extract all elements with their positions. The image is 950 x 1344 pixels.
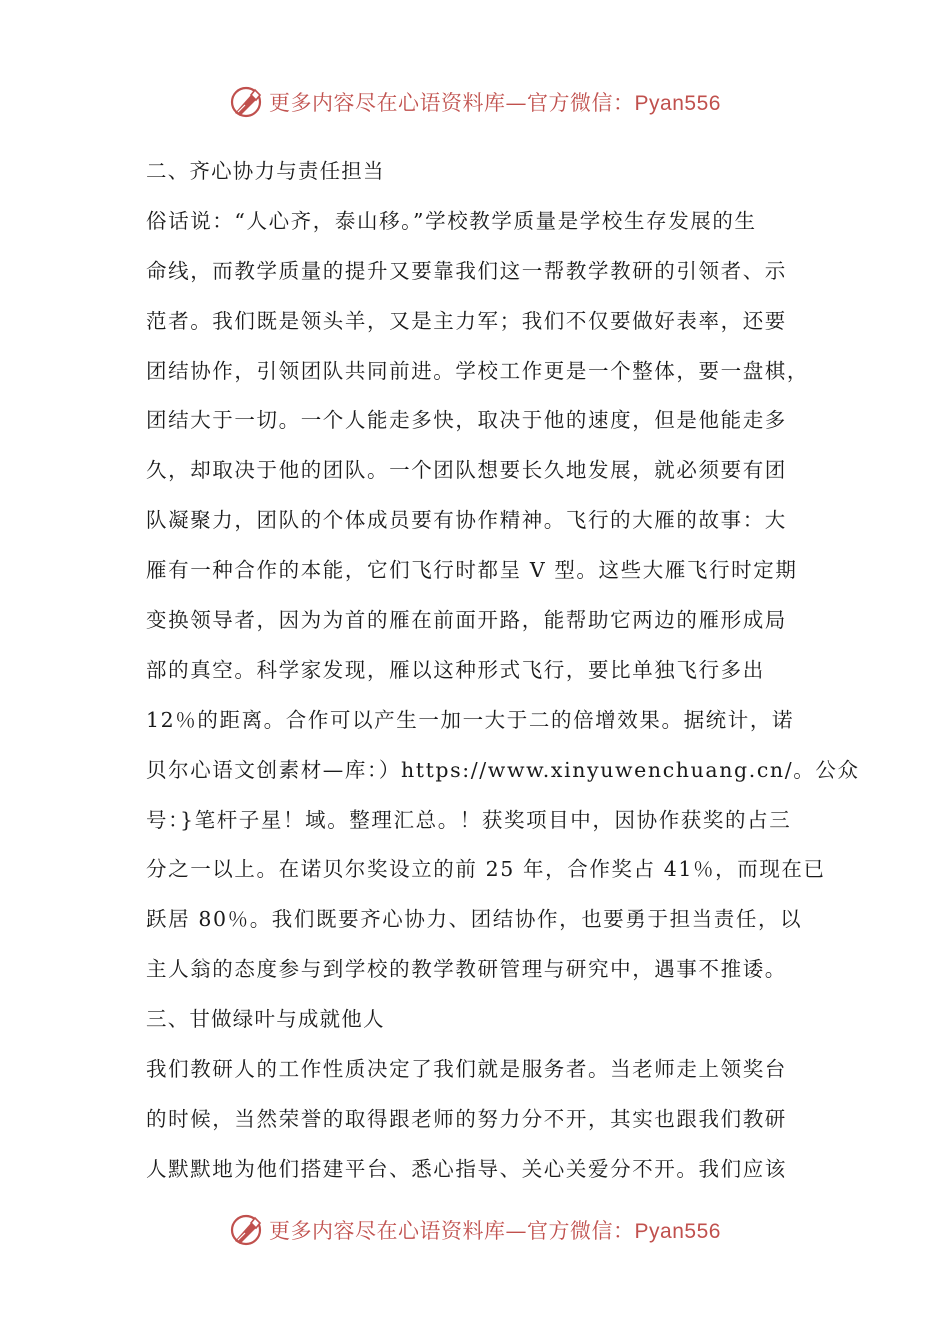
paragraph-line: 分之一以上。在诺贝尔奖设立的前 25 年，合作奖占 41％，而现在已 (146, 857, 826, 882)
footer-banner-text (269, 1215, 721, 1245)
paragraph-line: 贝尔心语文创素材—库：）https://www.xinyuwenchuang.cn/。公众 (146, 757, 860, 782)
paragraph-line: 跃居 80％。我们既要齐心协力、团结协作，也要勇于担当责任，以 (146, 907, 803, 932)
paragraph-line: 队凝聚力，团队的个体成员要有协作精神。飞行的大雁的故事：大 (146, 508, 787, 533)
paragraph-line: 部的真空。科学家发现，雁以这种形式飞行，要比单独飞行多出 (146, 657, 765, 682)
document-body (146, 147, 860, 1195)
paragraph-line: 俗话说：“人心齐，泰山移。”学校教学质量是学校生存发展的生 (146, 208, 757, 233)
paragraph-line: 的时候，当然荣誉的取得跟老师的努力分不开，其实也跟我们教研 (146, 1106, 787, 1131)
paragraph-line: 雁有一种合作的本能，它们飞行时都呈 V 型。这些大雁飞行时定期 (146, 558, 798, 583)
header-banner-cn: 更多内容尽在心语资料库—官方微信： (269, 91, 635, 115)
header-banner-wechat-id: Pyan556 (634, 92, 721, 115)
paragraph-line: 团结大于一切。一个人能走多快，取决于他的速度，但是他能走多 (146, 408, 787, 433)
header-banner-text (269, 87, 721, 117)
paragraph-line: 我们教研人的工作性质决定了我们就是服务者。当老师走上领奖台 (146, 1057, 787, 1082)
footer-banner-cn: 更多内容尽在心语资料库—官方微信： (269, 1219, 635, 1243)
pen-nib-logo-icon (229, 1213, 263, 1247)
paragraph-line: 命线，而教学质量的提升又要靠我们这一帮教学教研的引领者、示 (146, 258, 787, 283)
paragraph-line: 人默默地为他们搭建平台、悉心指导、关心关爱分不开。我们应该 (146, 1156, 787, 1181)
paragraph-3 (146, 1045, 811, 1195)
section-heading-2: 二、齐心协力与责任担当 (146, 159, 385, 183)
paragraph-line: 久，却取决于他的团队。一个团队想要长久地发展，就必须要有团 (146, 458, 787, 483)
footer-banner-wechat-id: Pyan556 (634, 1220, 721, 1243)
paragraph-2 (146, 197, 860, 995)
paragraph-line: 主人翁的态度参与到学校的教学教研管理与研究中，遇事不推诿。 (146, 957, 787, 982)
header-banner (0, 80, 950, 124)
footer-banner (0, 1208, 950, 1252)
pen-nib-logo-icon (229, 85, 263, 119)
section-heading-3: 三、甘做绿叶与成就他人 (146, 1007, 385, 1032)
paragraph-line: 团结协作，引领团队共同前进。学校工作更是一个整体，要一盘棋， (146, 358, 809, 383)
paragraph-line: 范者。我们既是领头羊，又是主力军；我们不仅要做好表率，还要 (146, 308, 787, 333)
paragraph-line: 变换领导者，因为为首的雁在前面开路，能帮助它两边的雁形成局 (146, 608, 787, 633)
paragraph-line: 号：}笔杆子星！域。整理汇总。！获奖项目中，因协作获奖的占三 (146, 807, 792, 832)
paragraph-line: 12％的距离。合作可以产生一加一大于二的倍增效果。据统计，诺 (146, 707, 795, 732)
